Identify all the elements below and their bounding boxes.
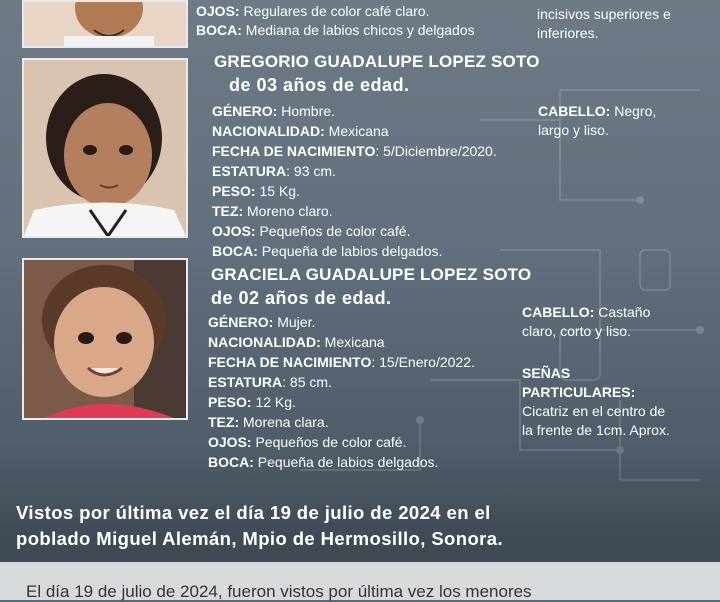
child-2-birthdate: FECHA DE NACIMIENTO: 15/Enero/2022. [208,354,475,370]
child-1-birthdate: FECHA DE NACIMIENTO: 5/Diciembre/2020. [212,143,497,159]
bottom-paragraph: El día 19 de julio de 2024, fueron vistos por última vez los menores [26,582,532,601]
child-1-age: de 03 años de edad. [229,75,410,95]
child-2-skin: TEZ: Morena clara. [208,414,329,430]
child-1-gender: GÉNERO: Hombre. [212,103,335,119]
top-mouth-line: BOCA: Mediana de labios chicos y delgados [196,22,475,38]
child-1-weight: PESO: 15 Kg. [212,183,300,199]
child-2-weight: PESO: 12 Kg. [208,394,296,410]
child-1-skin: TEZ: Moreno claro. [212,203,333,219]
child-2-age: de 02 años de edad. [211,288,392,308]
child-2-name: GRACIELA GUADALUPE LOPEZ SOTO [211,265,532,284]
child-2-marks: SEÑAS PARTICULARES: Cicatriz en el centro de la frente de 1cm. Aprox. [522,365,670,438]
child-1-name: GREGORIO GUADALUPE LOPEZ SOTO [214,52,540,71]
child-1-height: ESTATURA: 93 cm. [212,163,336,179]
top-features: incisivos superiores e inferiores. [537,6,671,41]
child-1-hair: CABELLO: Negro, largo y liso. [538,103,657,138]
child-photo-top [22,0,188,48]
last-seen-statement: Vistos por última vez el día 19 de julio de 2024 en el poblado Miguel Alemán, Mpio de Hermosillo, Sonora. [16,502,503,549]
child-1-eyes: OJOS: Pequeños de color café. [212,223,411,239]
child-photo-gregorio [22,58,188,238]
child-2-mouth: BOCA: Pequeña de labios delgados. [208,454,439,470]
child-2-height: ESTATURA: 85 cm. [208,374,332,390]
child-2-eyes: OJOS: Pequeños de color café. [208,434,407,450]
top-eyes-line: OJOS: Regulares de color café claro. [196,3,430,19]
child-1-mouth: BOCA: Pequeña de labios delgados. [212,243,443,259]
child-2-nationality: NACIONALIDAD: Mexicana [208,334,385,350]
child-2-hair: CABELLO: Castaño claro, corto y liso. [522,304,651,339]
child-photo-graciela [22,258,188,420]
child-1-nationality: NACIONALIDAD: Mexicana [212,123,389,139]
child-2-gender: GÉNERO: Mujer. [208,314,316,330]
